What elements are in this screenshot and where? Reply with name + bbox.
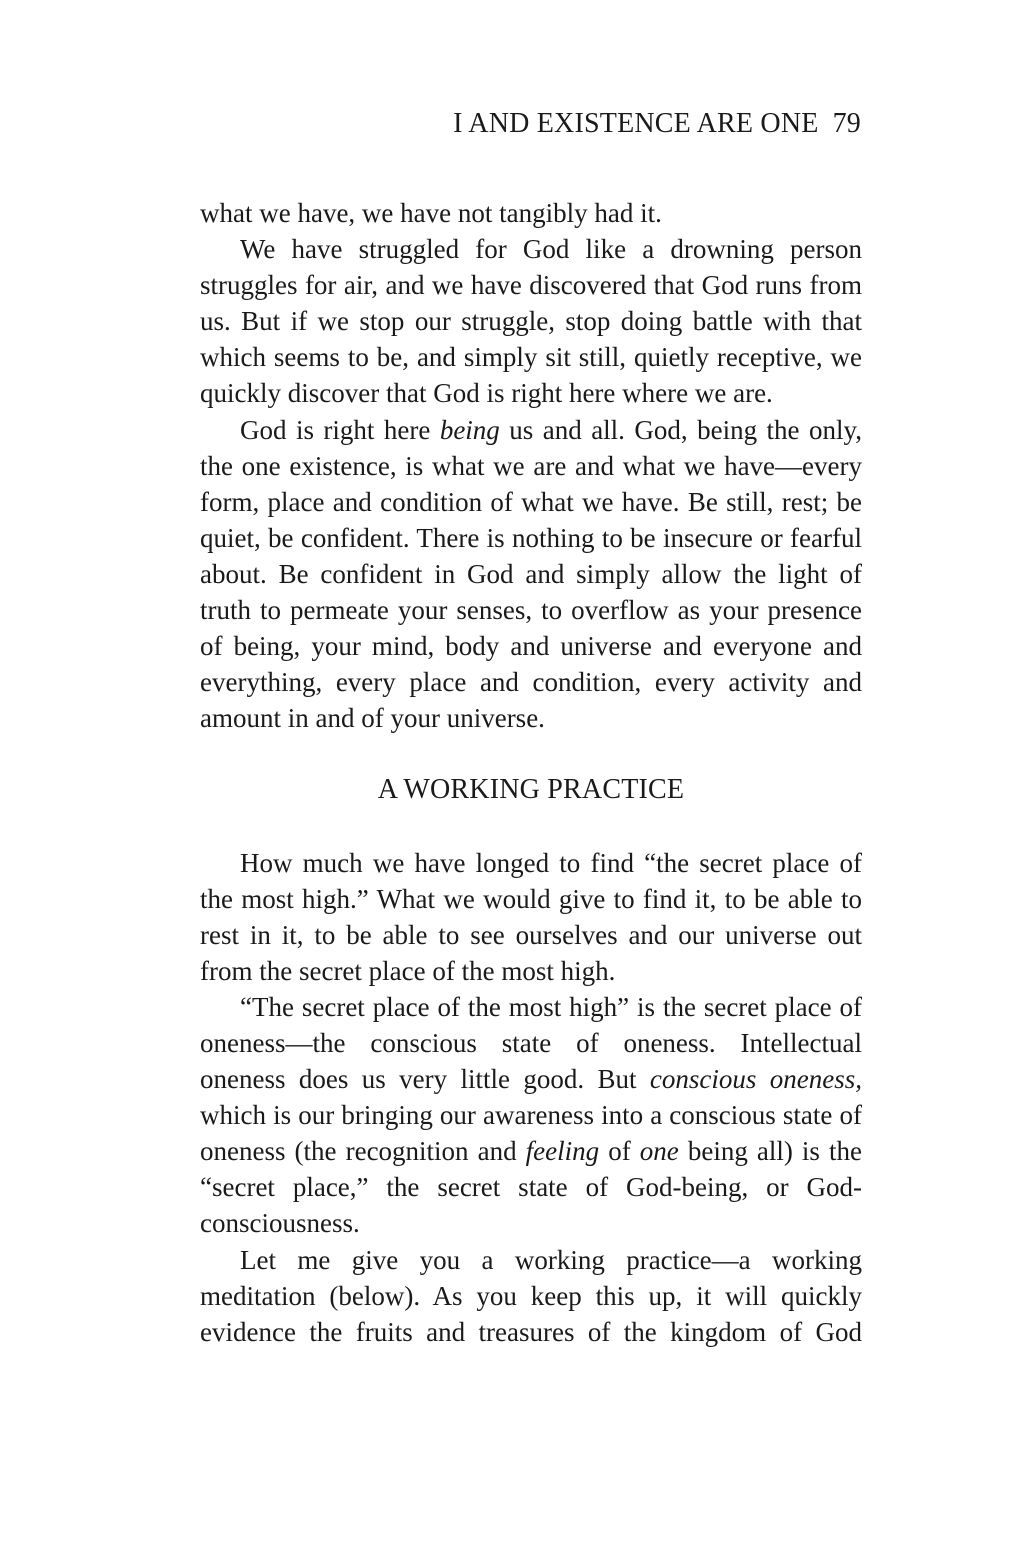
paragraph-5-emphasis-2: feeling bbox=[525, 1136, 600, 1167]
paragraph-3 bbox=[200, 412, 862, 737]
paragraph-6: Let me give you a working practice—a working meditation (below). As you keep this up, it will quickly evidence the fruits and treasures of the kingdom of God bbox=[200, 1244, 862, 1347]
paragraph-3-text-b: us and all. God, being the only, the one existence, is what we are and what we have—every form, place and condition of what we have. Be still, rest; be quiet, be confident. There is nothing to be insecure or fearful about. Be confident in God and simply allow the light of truth to permeate your senses, to overflow as your presence of being, your mind, body and universe and everyone and everything, every place and condition, every activity and amount in and of your universe. bbox=[200, 414, 862, 734]
paragraph-5-text-c: of bbox=[599, 1136, 640, 1167]
paragraph-5-emphasis-1: conscious oneness, bbox=[649, 1064, 862, 1095]
paragraph-2: We have struggled for God like a drowning person struggles for air, and we have discovered that God runs from us. But if we stop our struggle, stop doing battle with that which seems to be, and simply sit still, quietly receptive, we quickly discover that God is right here where we are. bbox=[200, 234, 862, 409]
section-heading: A WORKING PRACTICE bbox=[377, 774, 685, 806]
paragraph-5-emphasis-3: one bbox=[639, 1136, 679, 1167]
page-number: 79 bbox=[832, 108, 861, 139]
body-text bbox=[200, 195, 862, 1350]
paragraph-3-text-a: God is right here bbox=[240, 414, 440, 445]
paragraph-5-text-b: which is our bringing our awareness into a conscious state of oneness (the recognition and bbox=[200, 1100, 862, 1167]
paragraph-4: How much we have longed to find “the secret place of the most high.” What we would give to find it, to be able to rest in it, to be able to see ourselves and our universe out from the secret place of the most high. bbox=[200, 847, 862, 986]
paragraph-3-emphasis: being bbox=[439, 414, 500, 445]
running-title: I AND EXISTENCE ARE ONE bbox=[453, 108, 819, 139]
paragraph-1: what we have, we have not tangibly had it. bbox=[200, 198, 662, 228]
paragraph-5-text-a: “The secret place of the most high” is the secret place of oneness—the conscious state of oneness. Intellectual oneness does us very little good. But bbox=[200, 991, 862, 1095]
running-head bbox=[453, 106, 861, 142]
paragraph-5 bbox=[200, 989, 862, 1242]
paragraph-5-text-d: being all) is the “secret place,” the secret state of God-being, or God-consciousness. bbox=[200, 1136, 862, 1239]
